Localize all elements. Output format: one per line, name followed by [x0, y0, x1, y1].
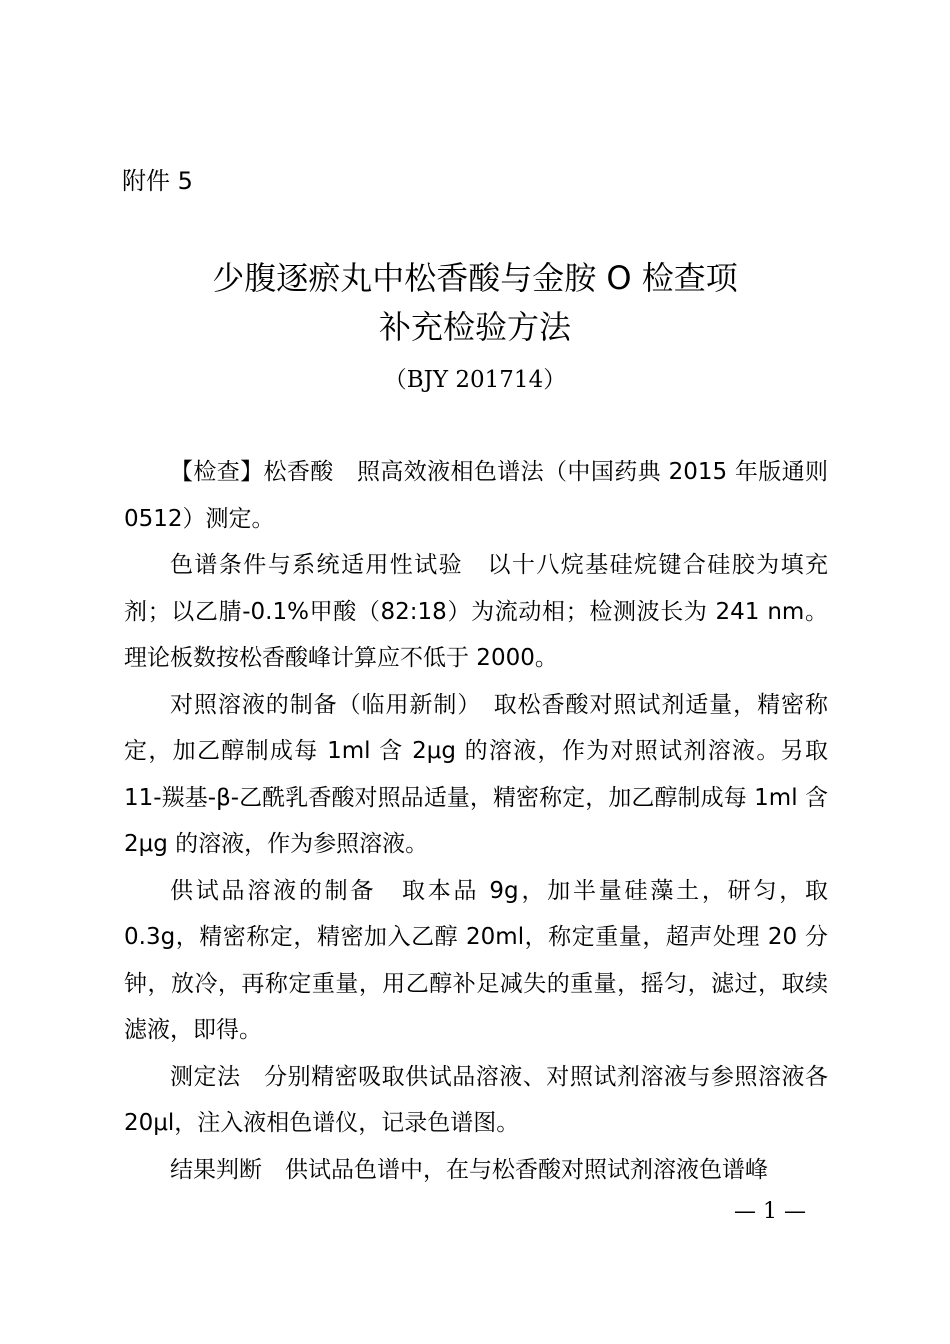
- document-title-line-1: 少腹逐瘀丸中松香酸与金胺 O 检查项: [212, 259, 738, 297]
- paragraph-determination: 测定法 分别精密吸取供试品溶液、对照试剂溶液与参照溶液各 20μl，注入液相色谱仪，记录色谱图。: [124, 1063, 828, 1136]
- paragraph-result: 结果判断 供试品色谱中，在与松香酸对照试剂溶液色谱峰: [170, 1156, 768, 1183]
- page-number: — 1 —: [734, 1199, 806, 1224]
- paragraph-inspection: 【检查】松香酸 照高效液相色谱法（中国药典 2015 年版通则 0512）测定。: [124, 459, 828, 532]
- document-body: [124, 449, 828, 1193]
- attachment-label: 附件 5: [122, 167, 193, 195]
- document-code: （BJY 201714）: [383, 367, 567, 393]
- document-title-line-2: 补充检验方法: [378, 308, 571, 346]
- paragraph-chromatographic-conditions: 色谱条件与系统适用性试验 以十八烷基硅烷键合硅胶为填充剂；以乙腈-0.1%甲酸（82:18）为流动相；检测波长为 241 nm。理论板数按松香酸峰计算应不低于 2000。: [124, 552, 828, 671]
- paragraph-test-solution: 供试品溶液的制备 取本品 9g，加半量硅藻土，研匀，取 0.3g，精密称定，精密加入乙醇 20ml，称定重量，超声处理 20 分钟，放冷，再称定重量，用乙醇补足减失的重量，摇匀，滤过，取续滤液，即得。: [124, 877, 828, 1043]
- paragraph-reference-solution: 对照溶液的制备（临用新制） 取松香酸对照试剂适量，精密称定，加乙醇制成每 1ml 含 2μg 的溶液，作为对照试剂溶液。另取 11-羰基-β-乙酰乳香酸对照品适量，精密称定，加乙醇制成每 1ml 含 2μg 的溶液，作为参照溶液。: [124, 691, 828, 857]
